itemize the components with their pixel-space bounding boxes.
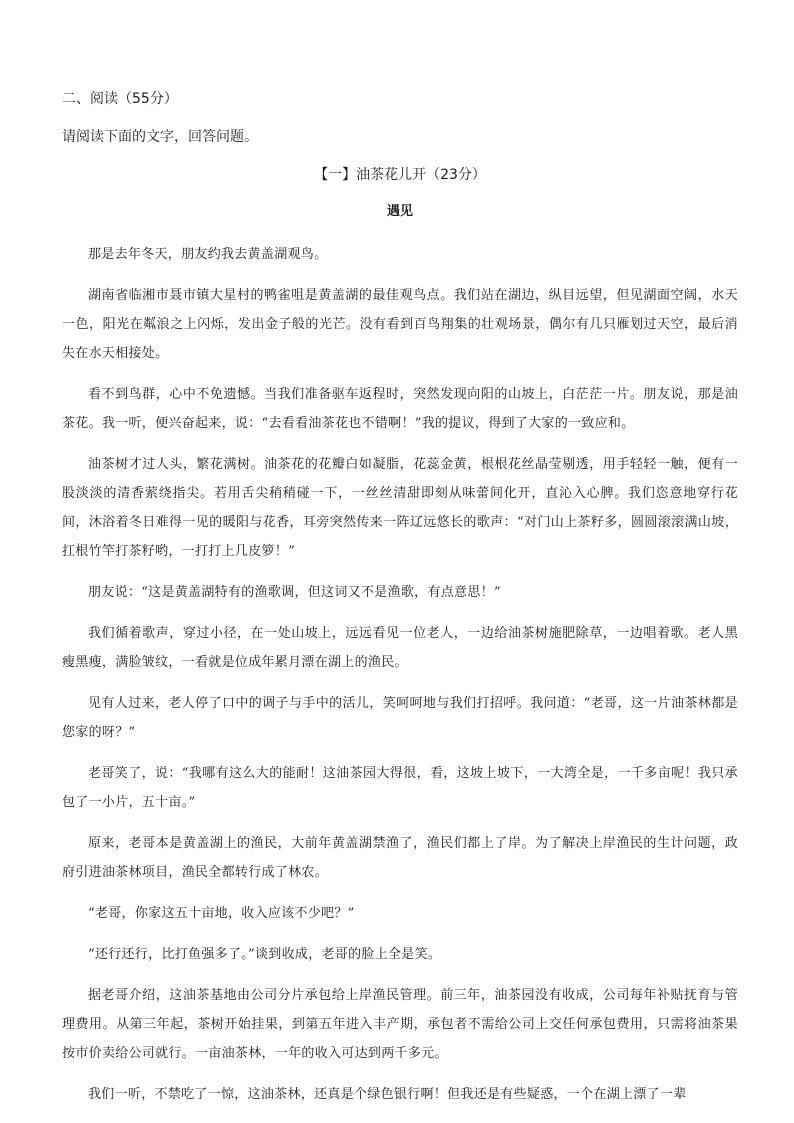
paragraph: 油茶树才过人头，繁花满树。油茶花的花瓣白如凝脂，花蕊金黄，根根花丝晶莹剔透，用手轻轻一触，便有一股淡淡的清香萦绕指尖。若用舌尖稍稍碰一下，一丝丝清甜即刻从味蕾间化开，直沁入心脾。我们恣意地穿行花间，沐浴着冬日难得一见的暖阳与花香，耳旁突然传来一阵辽远悠长的歌声：“对门山上茶籽多，圆圆滚滚满山坡，扛根竹竿打茶籽哟，一打打上几皮箩！” (62, 457, 738, 559)
instruction-text: 请阅读下面的文字，回答问题。 (62, 129, 258, 145)
section-heading: 二、阅读（55分） (62, 91, 178, 107)
paragraph: 我们一听，不禁吃了一惊，这油茶林，还真是个绿色银行啊！但我还是有些疑惑，一个在湖上漂了一辈 (88, 1087, 687, 1102)
paragraph: 朋友说：“这是黄盖湖特有的渔歌调，但这词又不是渔歌，有点意思！” (88, 585, 501, 600)
article-subtitle: 遇见 (386, 204, 413, 219)
paragraph: 老哥笑了，说：“我哪有这么大的能耐！这油茶园大得很，看，这坡上坡下，一大湾全是，一千多亩呢！我只承包了一小片，五十亩。” (62, 766, 738, 810)
article-title: 【一】油茶花儿开（23分） (314, 167, 486, 183)
paragraph: 我们循着歌声，穿过小径，在一处山坡上，远远看见一位老人，一边给油茶树施肥除草，一边唱着歌。老人黑瘦黑瘦，满脸皱纹，一看就是位成年累月漂在湖上的渔民。 (62, 626, 738, 670)
paragraph: “还行还行，比打鱼强多了。”谈到收成，老哥的脸上全是笑。 (88, 947, 442, 962)
paragraph: 那是去年冬天，朋友约我去黄盖湖观鸟。 (88, 247, 328, 262)
paragraph: 湖南省临湘市聂市镇大星村的鸭雀咀是黄盖湖的最佳观鸟点。我们站在湖边，纵目远望，但见湖面空阔，水天一色，阳光在粼浪之上闪烁，发出金子般的光芒。没有看到百鸟翔集的壮观场景，偶尔有几只雁划过天空，最后消失在水天相接处。 (62, 288, 738, 361)
paragraph: “老哥，你家这五十亩地，收入应该不少吧？” (88, 906, 355, 921)
paragraph: 看不到鸟群，心中不免遗憾。当我们准备驱车返程时，突然发现向阳的山坡上，白茫茫一片。朋友说，那是油茶花。我一听，便兴奋起来，说：“去看看油茶花也不错啊！”我的提议，得到了大家的一致应和。 (62, 387, 738, 431)
paragraph: 见有人过来，老人停了口中的调子与手中的活儿，笑呵呵地与我们打招呼。我问道：“老哥，这一片油茶林都是您家的呀？” (62, 696, 738, 740)
paragraph: 据老哥介绍，这油茶基地由公司分片承包给上岸渔民管理。前三年，油茶园没有收成，公司每年补贴抚育与管理费用。从第三年起，茶树开始挂果，到第五年进入丰产期，承包者不需给公司上交任何承包费用，只需将油茶果按市价卖给公司就行。一亩油茶林，一年的收入可达到两千多元。 (62, 988, 738, 1061)
paragraph: 原来，老哥本是黄盖湖上的渔民，大前年黄盖湖禁渔了，渔民们都上了岸。为了解决上岸渔民的生计问题，政府引进油茶林项目，渔民全都转行成了林农。 (62, 836, 738, 880)
